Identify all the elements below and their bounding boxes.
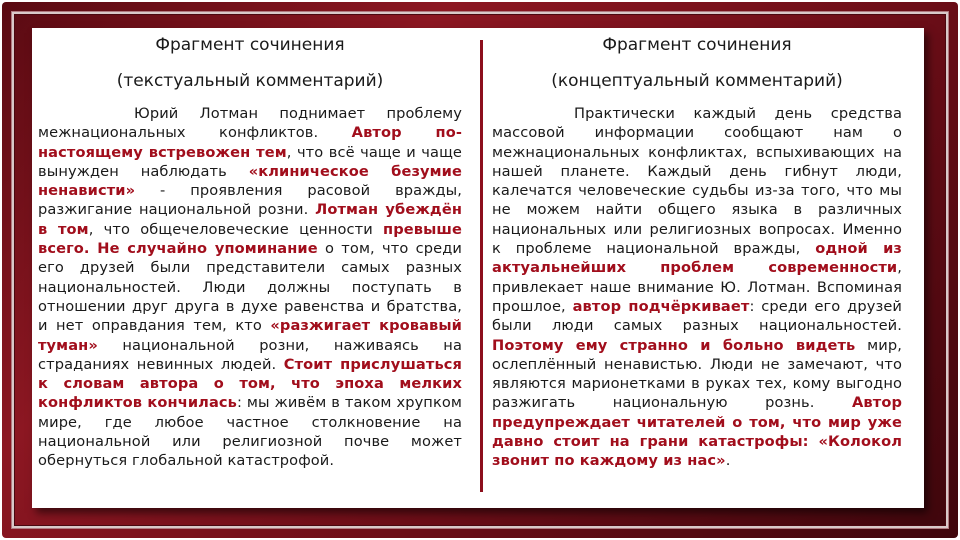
text-run: : среди его друзей были люди самых разных национальностей.	[492, 297, 902, 335]
right-title: Фрагмент сочинения	[602, 35, 792, 55]
highlighted-phrase: «разжигает кровавый туман»	[38, 317, 462, 354]
highlighted-phrase: Автор предупреждает читателей о том, что мир уже давно стоит на грани катастрофы: «Колокол звонит по каждому из нас»	[492, 394, 902, 470]
text-run: Юрий Лотман поднимает проблему межнациональных конфликтов.	[38, 105, 462, 142]
text-run: Практически каждый день средства массовой информации сообщают нам о межнациональных конфликтах, вспыхивающих на нашей планете. Каждый день гибнут люди, калечатся человеческие судьбы из-за того, что мы не можем найти общего языка в различных национальных или религиозных вопросах. Именно к проблеме национальной вражды,	[492, 105, 902, 258]
left-title: Фрагмент сочинения	[155, 35, 345, 55]
text-run: национальной розни, наживаясь на страданиях невинных людей.	[38, 336, 462, 373]
text-run: о том, что среди его друзей были представители самых разных национальностей. Люди должны поступать в отношении друг друга в духе равенства и братства, и нет оправдания тем, кто	[38, 240, 463, 335]
left-heading	[38, 32, 462, 94]
highlighted-phrase: Лотман убеждён в том	[38, 201, 463, 238]
text-run: , что всё чаще и чаще вынужден наблюдать	[38, 143, 462, 180]
text-run: .	[725, 452, 731, 470]
right-subtitle: (концептуальный комментарий)	[551, 71, 843, 91]
text-run: : мы живём в таком хрупком мире, где любое частное столкновение на национальной или религиозной почве может обернуться глобальной катастрофой.	[38, 394, 463, 470]
highlighted-phrase: Автор по-настоящему встревожен тем	[38, 124, 463, 161]
right-essay-text	[492, 104, 902, 471]
right-column	[492, 32, 902, 471]
highlighted-phrase: «клиническое безумие ненависти»	[38, 162, 462, 200]
highlighted-phrase: одной из актуальнейших проблем современности	[492, 240, 903, 277]
left-subtitle: (текстуальный комментарий)	[116, 71, 384, 91]
highlighted-phrase: Поэтому ему странно и больно видеть	[492, 336, 856, 354]
highlighted-phrase: превыше всего. Не случайно упоминание	[38, 220, 462, 258]
text-run: - проявления расовой вражды, разжигание национальной розни.	[38, 182, 462, 219]
left-column	[38, 32, 462, 471]
highlighted-phrase: Стоит прислушаться к словам автора о том, что эпоха мелких конфликтов кончилась	[38, 355, 462, 412]
text-run: , что общечеловеческие ценности	[88, 220, 384, 238]
left-essay-text	[38, 104, 462, 471]
right-heading	[492, 32, 902, 94]
text-run: мир, ослеплённый ненавистью. Люди не замечают, что являются марионетками в руках тех, кому выгодно разжигать национальную рознь.	[492, 336, 902, 412]
text-run: , привлекает наше внимание Ю. Лотман. Вспоминая прошлое,	[492, 259, 902, 315]
highlighted-phrase: автор подчёркивает	[572, 297, 750, 315]
column-divider	[480, 40, 483, 492]
